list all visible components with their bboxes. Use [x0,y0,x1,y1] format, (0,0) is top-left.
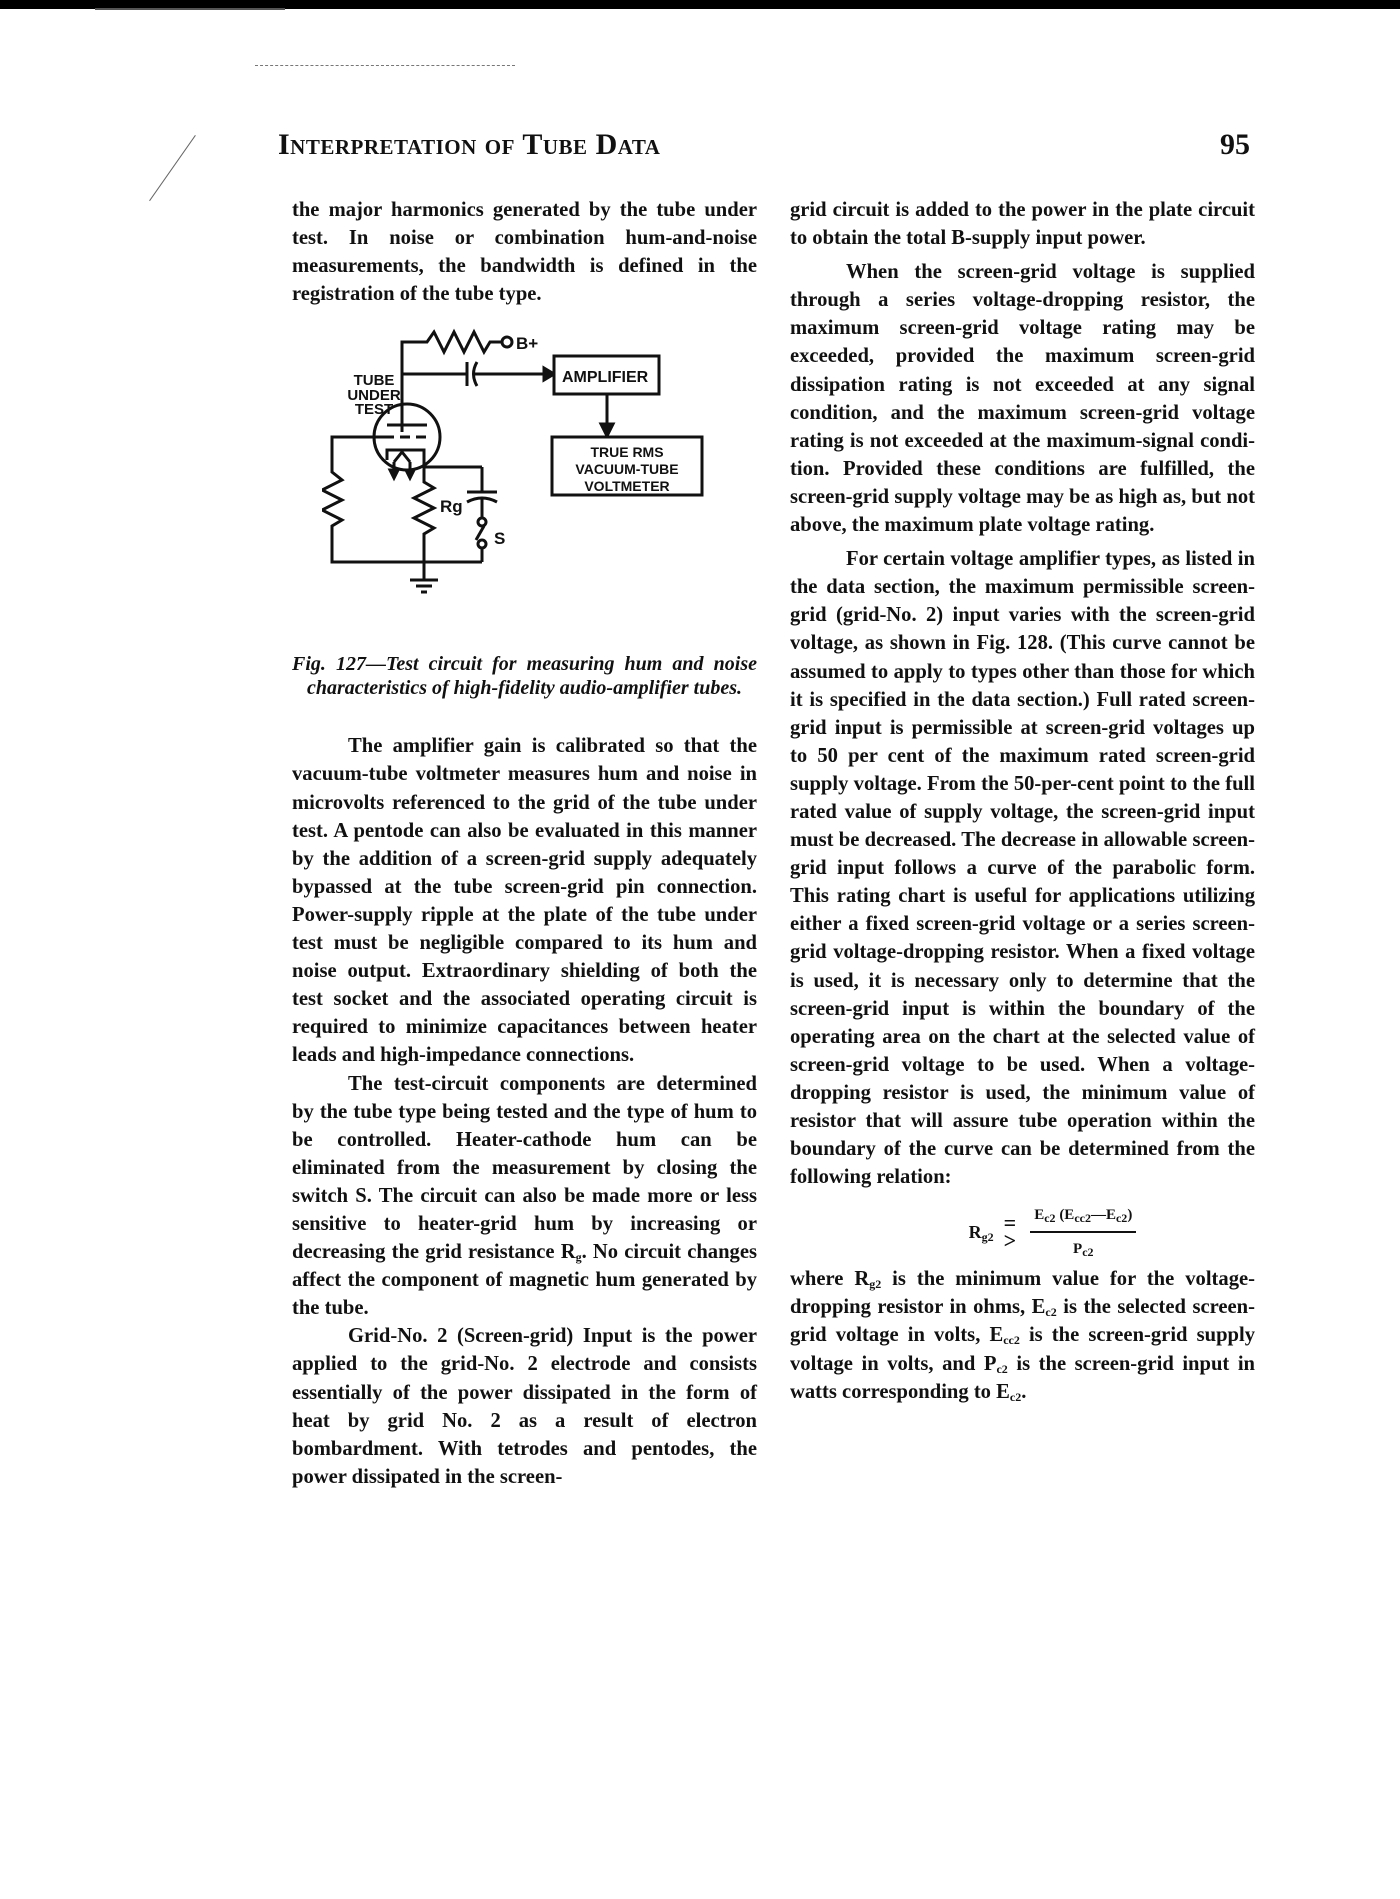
figure-caption: Fig. 127—Test circuit for measuring hum and noise characteristics of high-fidelity audio-amplifier tubes. [292,653,757,700]
running-title: Interpretation of Tube Data [278,128,661,161]
svg-text:UNDER: UNDER [347,387,401,405]
run-in-heading: Grid-No. 2 (Screen-grid) Input [348,1325,633,1348]
svg-text:VACUUM-TUBE: VACUUM-TUBE [575,461,679,478]
left-column [292,196,757,1491]
svg-text:S: S [494,529,506,549]
paragraph: The test-circuit components are determined by the tube type being tested and the type of hum to be controlled. Heater-cathode hum can be eliminated from the measurement by closing the switch S. The circuit can also be made more or less sensitive to heater-grid hum by increasing or decreasing the grid resistance $R_g$. No circuit changes affect the component of magnetic hum generated by the tube. [292,1072,757,1320]
page-number: 95 [1220,128,1250,161]
paragraph: Grid-No. 2 (Screen-grid) Input is the power applied to the grid-No. 2 electrode and consists essentially of the power dissipated in the form of heat by grid No. 2 as a result of electron bombardment. With tetrodes and pentodes, the power dissipated in the screen- [292,1325,757,1488]
svg-text:TUBE: TUBE [353,372,395,390]
svg-text:AMPLIFIER: AMPLIFIER [562,369,649,387]
figure-127 [292,312,757,732]
scan-artifact [95,8,285,10]
scan-artifact-dashes [255,65,515,67]
resistor-formula: $R_{g2}$ = > $\frac{E_{c2} (E_{cc2}—E_{c2})}{P_{c2}}$ [850,1207,1255,1257]
paragraph: grid circuit is added to the power in the plate circuit to obtain the total B-supply input power. [790,199,1255,250]
margin-pencil-mark [149,135,196,201]
right-column [790,196,1255,1406]
running-head [278,128,1250,168]
paragraph: where $R_{g2}$ is the minimum value for the voltage-dropping resistor in ohms, $E_{c2}$ is the selected screen-grid voltage in volts, $E_{cc2}$ is the screen-grid supply voltage in volts, and $P_{c2}$ is the screen-grid input in watts corresponding to $E_{c2}$. [790,1268,1256,1404]
svg-text:B+: B+ [516,334,539,354]
circuit-diagram [322,312,742,612]
svg-text:VOLTMETER: VOLTMETER [584,478,670,495]
svg-text:TRUE RMS: TRUE RMS [590,444,664,461]
svg-text:TEST: TEST [354,401,394,419]
paragraph: When the screen-grid voltage is supplied through a series voltage-dropping resistor, the maximum screen-grid voltage rating may be exceeded, provided the maximum screen-grid dissipation rating is not exceeded at any signal condition, and the maximum screen-grid voltage rating is not exceeded at the maximum-signal condition. Provided these conditions are fulfilled, the screen-grid supply voltage may be as high as, but not above, the maximum plate voltage rating. [790,261,1255,537]
paragraph: For certain voltage amplifier types, as listed in the data section, the maximum permissible screen-grid (grid-No. 2) input varies with the screen-grid voltage, as shown in Fig. 128. (This curve cannot be assumed to apply to types other than those for which it is specified in the data section.) Full rated screen-grid input is permissible at screen-grid voltages up to 50 per cent of the maximum rated screen-grid supply voltage. From the 50-per-cent point to the full rated value of supply voltage, the screen-grid input must be decreased. The decrease in allowable screen-grid input follows a curve of the parabolic form. This rating chart is useful for applications utilizing either a fixed screen-grid voltage or a series screen-grid voltage-dropping resistor. When a fixed voltage is used, it is necessary only to determine that the screen-grid input is within the boundary of the operating area on the chart at the selected value of screen-grid voltage to be used. When a voltage-dropping resistor is used, the minimum value of resistor that will assure tube operation within the boundary of the curve can be determined from the following relation: [790,548,1255,1189]
svg-text:Rg: Rg [440,497,463,517]
paragraph: The amplifier gain is calibrated so that the vacuum-tube voltmeter measures hum and noise in microvolts referenced to the grid of the tube under test. A pentode can also be evaluated in this manner by the addition of a screen-grid supply adequately bypassed at the tube screen-grid pin connection. Power-supply ripple at the plate of the tube under test must be negligible compared to its hum and noise output. Extraordinary shielding of both the test socket and the associated operating circuit is required to minimize capacitances between heater leads and high-impedance connections. [292,735,757,1067]
paragraph: the major harmonics generated by the tube under test. In noise or combination hum-and-noise measurements, the bandwidth is defined in the registration of the tube type. [292,199,757,306]
